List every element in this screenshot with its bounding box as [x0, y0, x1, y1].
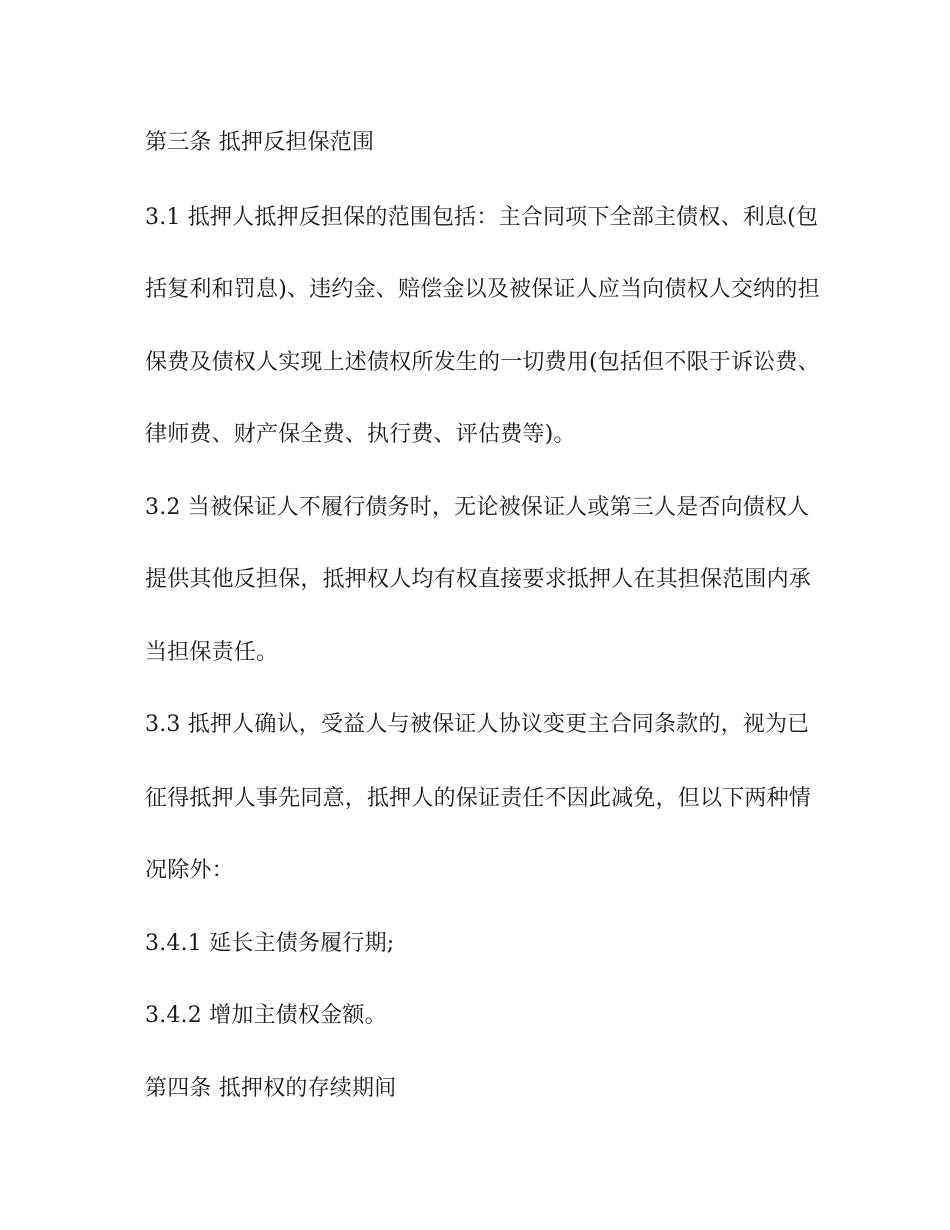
clause-3-3-line-2: 征得抵押人事先同意，抵押人的保证责任不因此减免，但以下两种情	[145, 786, 812, 811]
clause-3-1-line-1: 3.1 抵押人抵押反担保的范围包括：主合同项下全部主债权、利息(包	[145, 205, 819, 230]
clause-3-2-line-3: 当担保责任。	[145, 640, 279, 665]
article-3-heading: 第三条 抵押反担保范围	[145, 130, 375, 155]
clause-3-4-1: 3.4.1 延长主债务履行期;	[145, 931, 395, 956]
clause-3-1-line-2: 括复利和罚息)、违约金、赔偿金以及被保证人应当向债权人交纳的担	[145, 277, 820, 302]
clause-3-1-line-4: 律师费、财产保全费、执行费、评估费等)。	[145, 422, 576, 447]
clause-3-2-line-2: 提供其他反担保，抵押权人均有权直接要求抵押人在其担保范围内承	[145, 567, 812, 592]
clause-3-4-2: 3.4.2 增加主债权金额。	[145, 1003, 387, 1028]
clause-3-2-line-1: 3.2 当被保证人不履行债务时，无论被保证人或第三人是否向债权人	[145, 495, 810, 520]
clause-3-3-line-1: 3.3 抵押人确认，受益人与被保证人协议变更主合同条款的，视为已	[145, 712, 810, 737]
clause-3-3-line-3: 况除外：	[145, 858, 234, 883]
clause-3-1-line-3: 保费及债权人实现上述债权所发生的一切费用(包括但不限于诉讼费、	[145, 350, 820, 375]
article-4-heading: 第四条 抵押权的存续期间	[145, 1076, 397, 1101]
